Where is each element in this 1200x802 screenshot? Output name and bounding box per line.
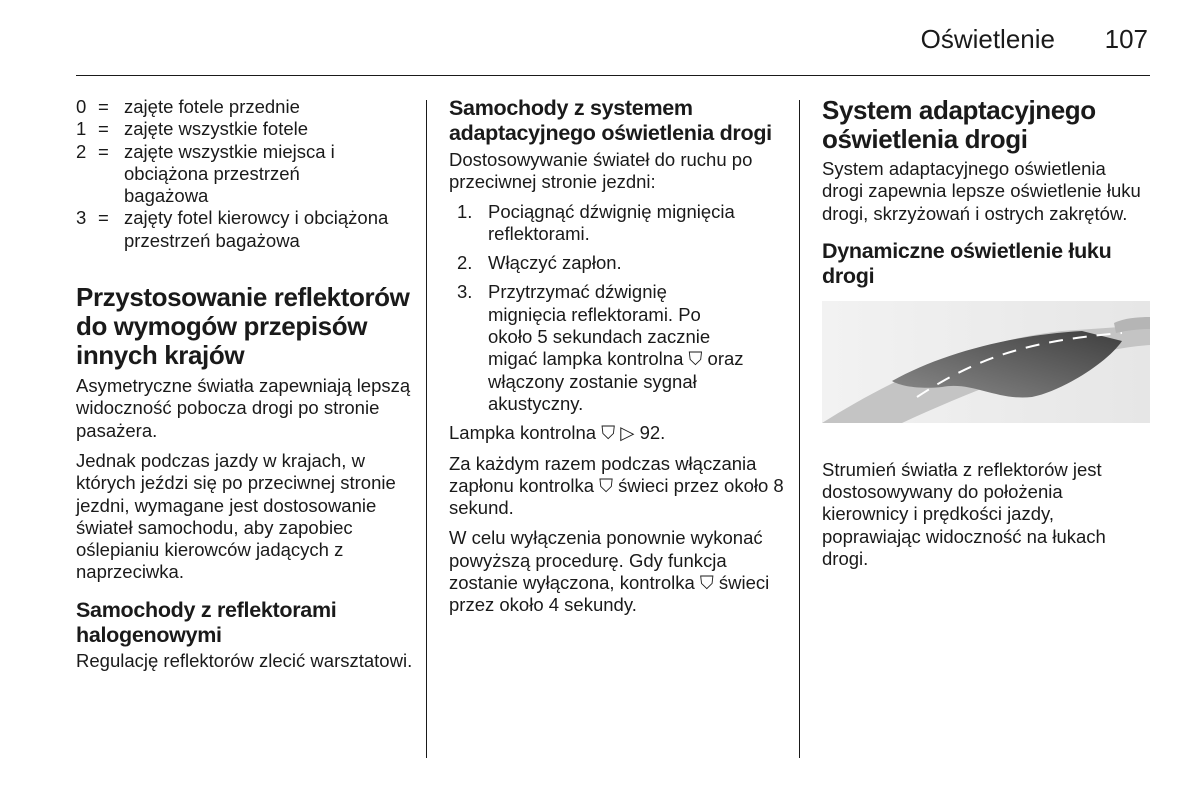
legend-row <box>76 118 416 140</box>
legend-text: zajęty fotel kierowcy i obciążona przestrzeń bagażowa <box>124 207 389 251</box>
legend-row <box>76 207 416 252</box>
column-3 <box>822 96 1152 570</box>
paragraph: System adaptacyjnego oświetlenia drogi zapewnia lepsze oświetlenie łuku drogi, skrzyżowań i ostrych zakrętów. <box>822 158 1141 224</box>
legend-row <box>76 141 416 208</box>
legend-text: zajęte fotele przednie <box>124 96 300 117</box>
legend-key: 1 <box>76 118 87 140</box>
curve-lighting-illustration <box>822 301 1150 423</box>
column-1 <box>76 96 416 672</box>
header-rule <box>76 75 1150 76</box>
paragraph: W celu wyłączenia ponownie wykonać powyższą procedurę. Gdy funkcja zostanie wyłączona, kontrolka ⛉ świeci przez około 4 sekundy. <box>449 527 770 616</box>
page-number: 107 <box>1104 24 1148 54</box>
subheading-halogen-headlamps: Samochody z reflektorami halogenowymi <box>76 597 337 647</box>
legend-row <box>76 96 416 118</box>
procedure-step <box>449 281 789 415</box>
legend-text: zajęte wszystkie miejsca i obciążona przestrzeń bagażowa <box>124 140 335 207</box>
step-number: 2. <box>457 252 473 274</box>
paragraph: Regulację reflektorów zlecić warsztatowi. <box>76 649 413 671</box>
procedure-step <box>449 201 789 246</box>
column-divider-1 <box>426 100 427 758</box>
column-divider-2 <box>799 100 800 758</box>
procedure-step <box>449 252 789 274</box>
procedure-steps <box>449 201 789 416</box>
section-heading-headlamp-adjustment: Przystosowanie reflektorów do wymogów przepisów innych krajów <box>76 282 410 371</box>
paragraph: Lampka kontrolna ⛉ ▷ 92. <box>449 422 666 444</box>
subheading-adaptive-lighting-cars: Samochody z systemem adaptacyjnego oświetlenia drogi <box>449 96 772 145</box>
legend-key: 0 <box>76 96 87 117</box>
paragraph: Asymetryczne światła zapewniają lepszą widoczność pobocza drogi po stronie pasażera. <box>76 375 411 441</box>
subheading-dynamic-curve-lighting: Dynamiczne oświetlenie łuku drogi <box>822 238 1112 288</box>
step-text: Włączyć zapłon. <box>488 252 622 274</box>
step-text: Przytrzymać dźwignię mignięcia reflektorami. Po około 5 sekundach zacznie migać lampka kontrolna ⛉ oraz włączony zostanie sygnał akustyczny. <box>488 281 744 414</box>
legend-key: 2 <box>76 140 87 162</box>
step-text: Pociągnąć dźwignię mignięcia reflektorami. <box>488 200 735 244</box>
section-heading-adaptive-lighting: System adaptacyjnego oświetlenia drogi <box>822 95 1096 154</box>
running-header-title: Oświetlenie <box>920 24 1055 54</box>
paragraph: Jednak podczas jazdy w krajach, w których jeździ się po przeciwnej stronie jezdni, wymagane jest dostosowanie świateł samochodu, aby zapobiec oślepianiu kierowców jadących z naprzeciwka. <box>76 449 396 583</box>
legend-text: zajęte wszystkie fotele <box>124 118 309 140</box>
legend-equals: = <box>98 140 109 162</box>
legend-equals: = <box>98 96 109 117</box>
paragraph: Strumień światła z reflektorów jest dostosowywany do położenia kierownicy i prędkości jazdy, poprawiając widoczność na łukach drogi. <box>822 458 1106 570</box>
paragraph: Za każdym razem podczas włączania zapłonu kontrolka ⛉ świeci przez około 8 sekund. <box>449 452 784 519</box>
legend-key: 3 <box>76 207 87 229</box>
step-number: 3. <box>457 281 473 303</box>
column-2 <box>449 96 789 625</box>
seat-load-legend <box>76 96 416 252</box>
legend-equals: = <box>98 118 109 140</box>
step-number: 1. <box>457 200 473 222</box>
legend-equals: = <box>98 207 109 229</box>
paragraph: Dostosowywanie świateł do ruchu po przeciwnej stronie jezdni: <box>449 149 753 193</box>
